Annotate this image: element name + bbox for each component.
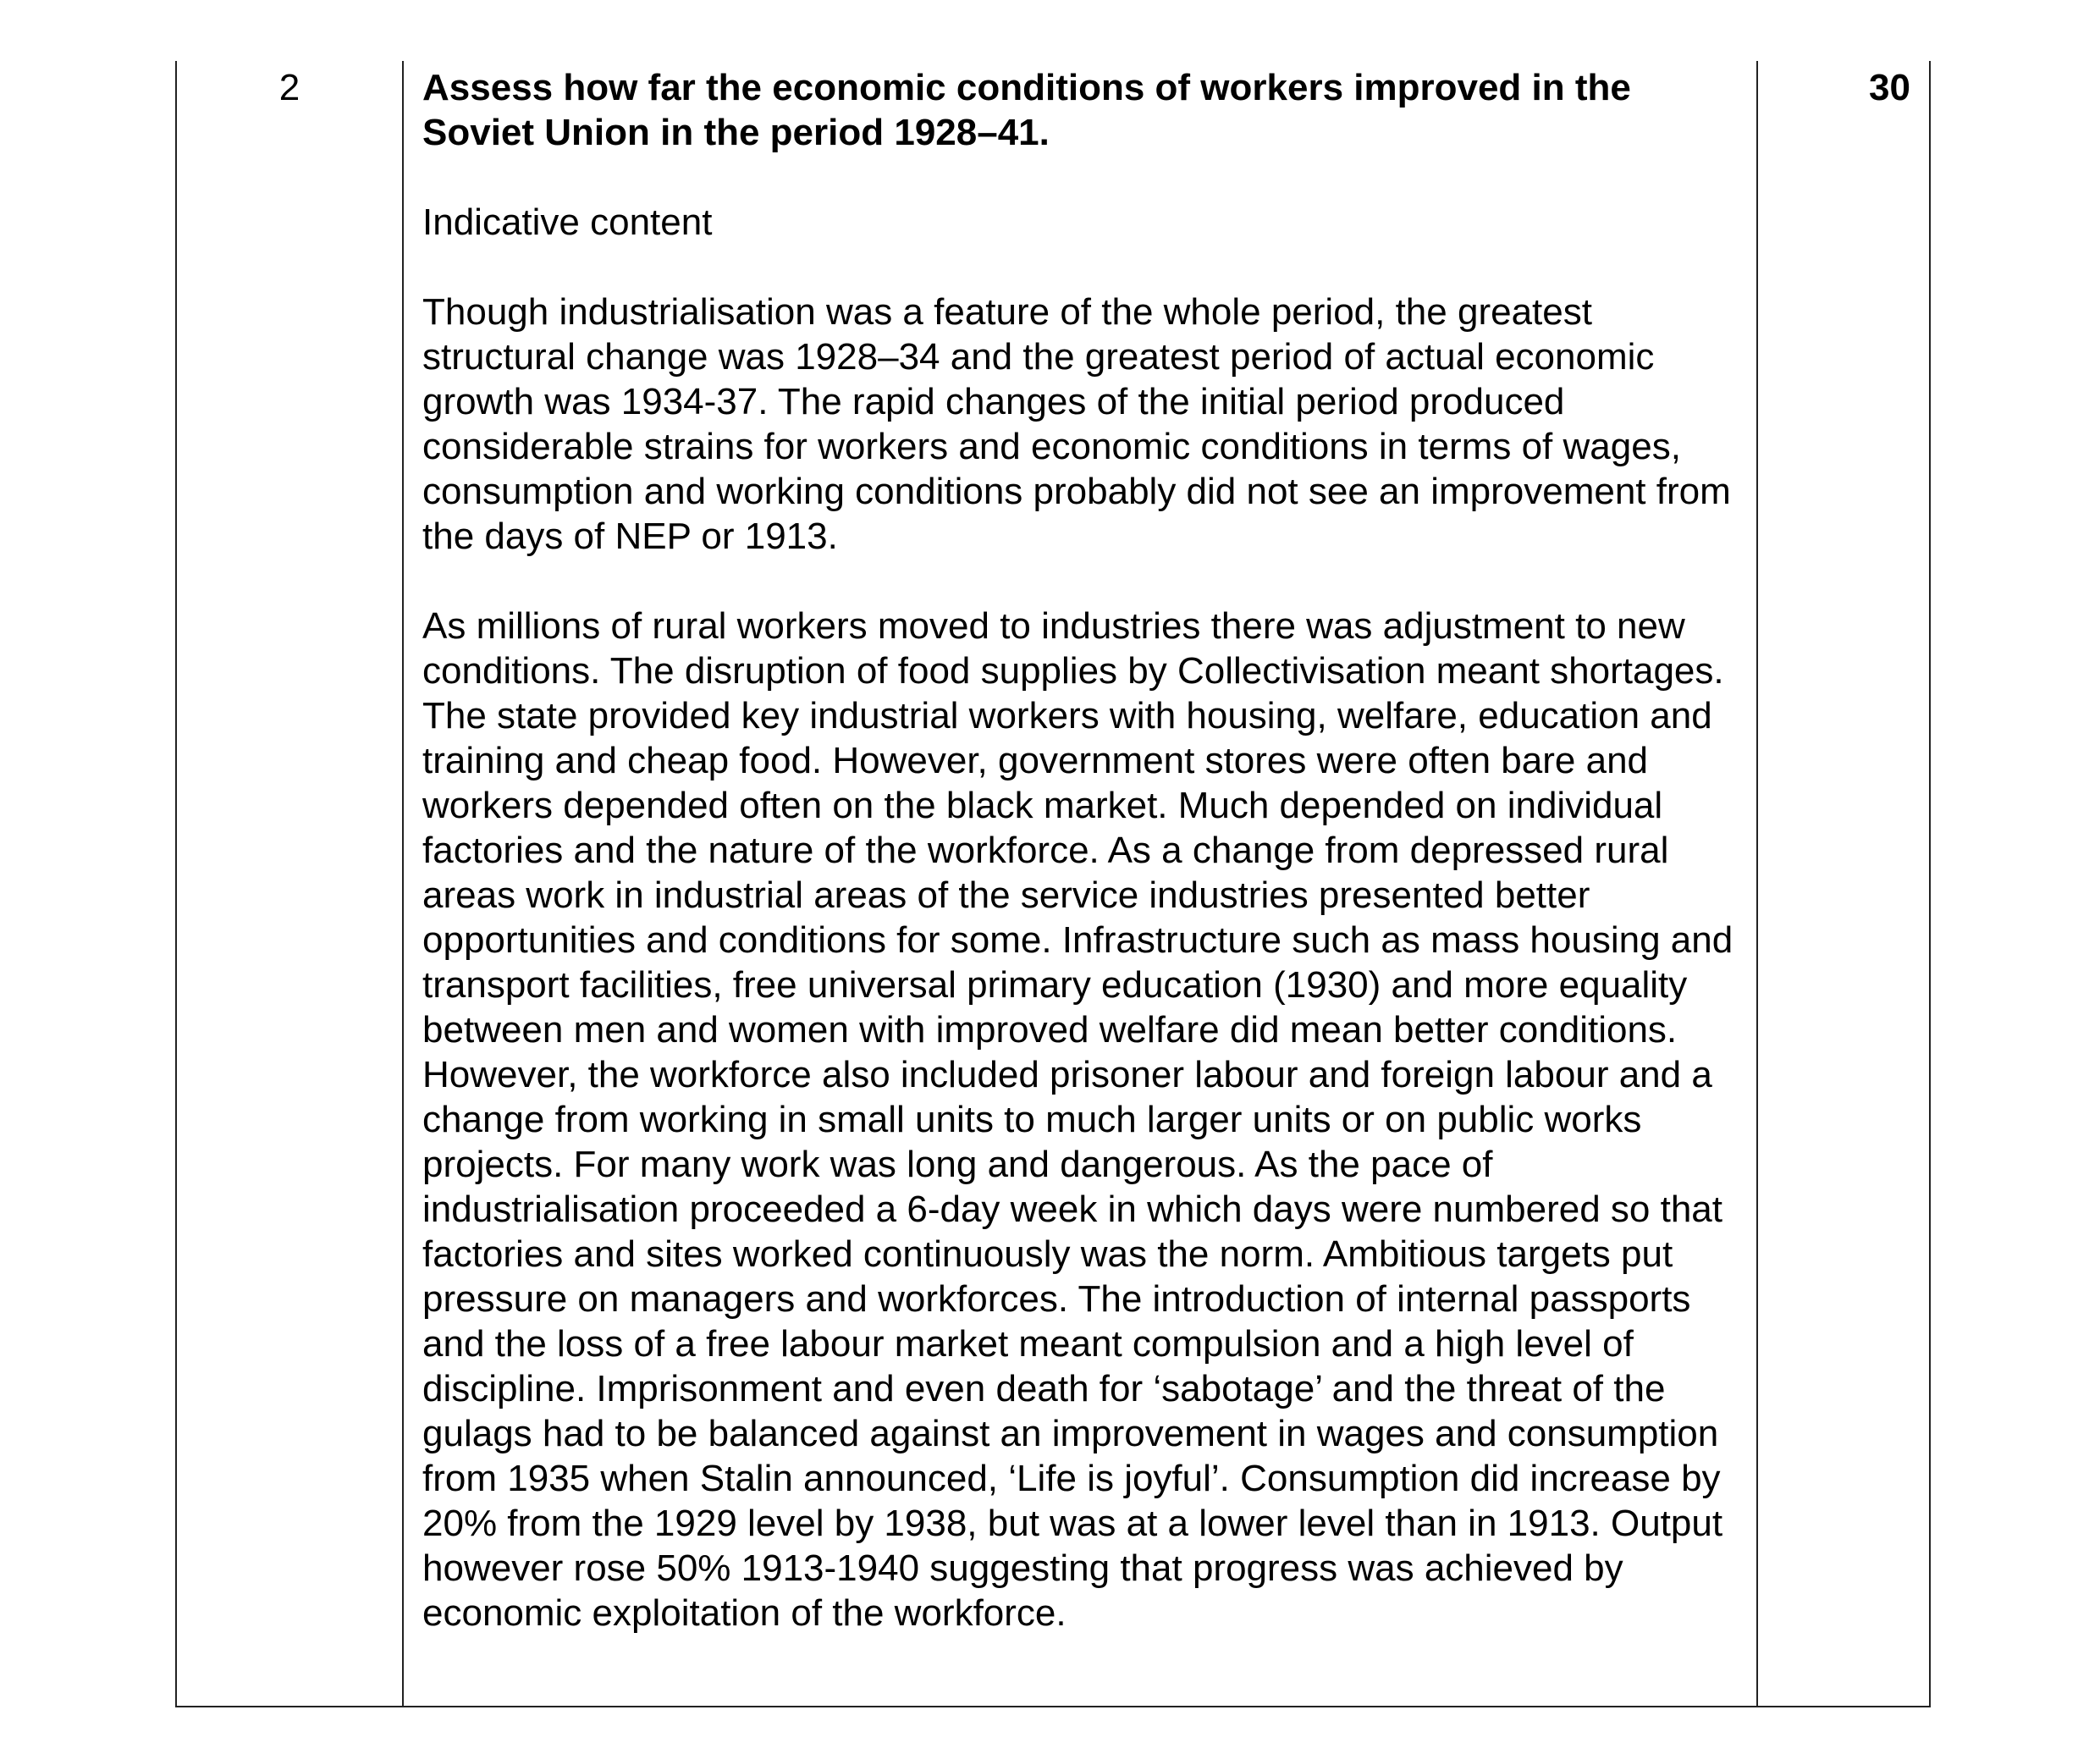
guidance-paragraph: As millions of rural workers moved to industries there was adjustment to new conditions. The disruption of food supplies by Collectivisation meant shortages. The state provided key industrial workers with housing, welfare, education and training and cheap food. However, government stores were often bare and workers depended often on the black market. Much depended on individual factories and the nature of the workforce. As a change from depressed rural areas work in industrial areas of the service industries presented better opportunities and conditions for some. Infrastructure such as mass housing and transport facilities, free universal primary education (1930) and more equality between men and women with improved welfare did mean better conditions. However, the workforce also included prisoner labour and foreign labour and a change from working in small units to much larger units or on public works projects. For many work was long and dangerous. As the pace of industrialisation proceeded a 6-day week in which days were numbered so that factories and sites worked continuously was the norm. Ambitious targets put pressure on managers and workforces. The introduction of internal passports and the loss of a free labour market meant compulsion and a high level of discipline. Imprisonment and even death for ‘sabotage’ and the threat of the gulags had to be balanced against an improvement in wages and consumption from 1935 when Stalin announced, ‘Life is joyful’. Consumption did increase by 20% from the 1929 level by 1938, but was at a lower level than in 1913. Output however rose 50% 1913-1940 suggesting that progress was achieved by economic exploitation of the workforce. <box>422 605 1733 1634</box>
marks-value: 30 <box>1869 67 1910 108</box>
column-divider <box>402 61 404 1706</box>
column-divider <box>1756 61 1758 1706</box>
question-text: Assess how far the economic conditions of workers improved in the Soviet Union in the period 1928–41. <box>422 67 1631 153</box>
answer-guidance-cell <box>422 61 1743 1635</box>
indicative-content-heading: Indicative content <box>422 201 713 243</box>
question-number: 2 <box>278 67 300 108</box>
mark-scheme-table <box>175 61 1931 1707</box>
guidance-paragraph: Though industrialisation was a feature of the whole period, the greatest structural change was 1928–34 and the greatest period of actual economic growth was 1934-37. The rapid changes of the initial period produced considerable strains for workers and economic conditions in terms of wages, consumption and working conditions probably did not see an improvement from the days of NEP or 1913. <box>422 291 1731 557</box>
